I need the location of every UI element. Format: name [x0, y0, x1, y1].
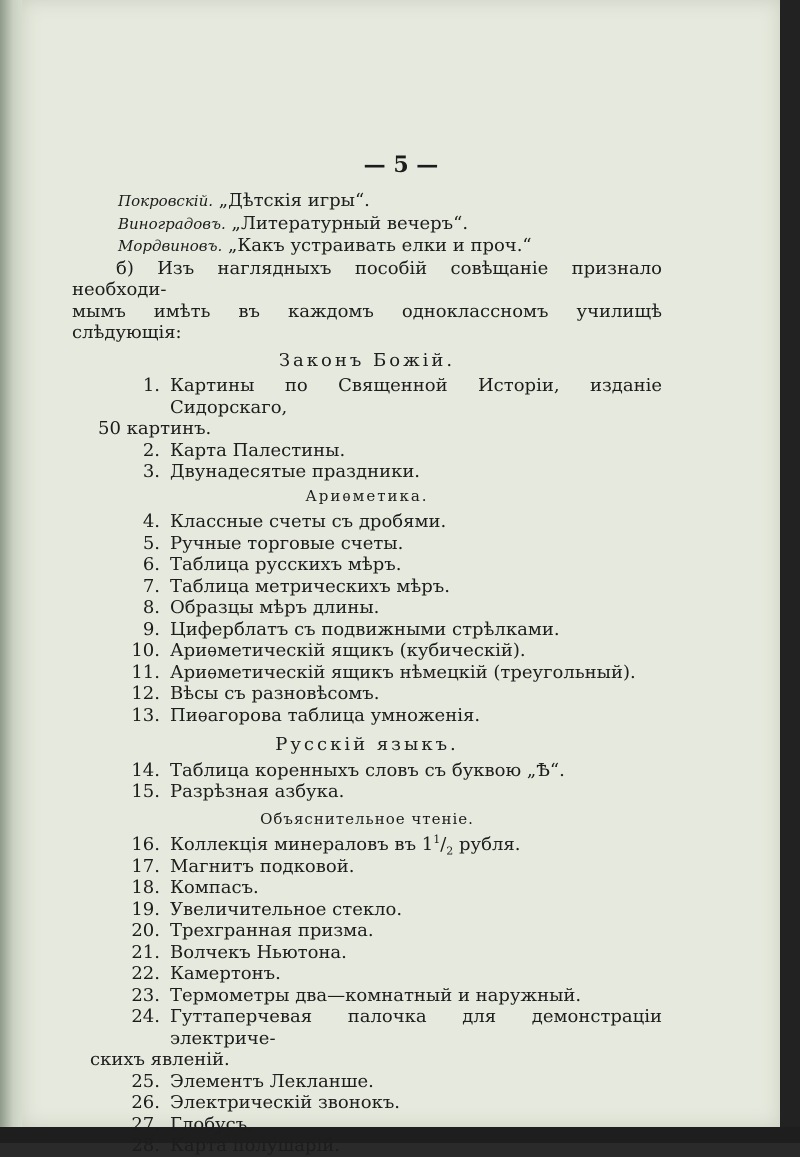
item-number: 6.: [142, 554, 160, 575]
item-text: Картины по Священной Исторіи, изданіе Сидорскаго,: [170, 375, 662, 418]
list-item: [72, 760, 662, 782]
item-number: 7.: [142, 575, 160, 597]
item-text: Классные счеты съ дробями.: [170, 511, 447, 532]
list-item: [72, 705, 662, 727]
list-item: [72, 511, 662, 533]
item-text: Элементъ Лекланше.: [170, 1070, 374, 1092]
list-item: [72, 597, 662, 619]
list-item: [72, 1135, 662, 1157]
item-text: Карта полушарій.: [170, 1135, 340, 1156]
reference-author: Покровскій.: [118, 192, 214, 210]
item-number: 13.: [131, 704, 160, 726]
item-number: 11.: [131, 661, 160, 683]
item-text: Увеличительное стекло.: [170, 898, 403, 920]
item-number: 3.: [142, 461, 160, 482]
item-number: 20.: [131, 920, 160, 941]
item-text: Волчекъ Ньютона.: [170, 941, 347, 963]
item-number: 4.: [142, 511, 160, 532]
item-text: Гуттаперчевая палочка для демонстраціи электриче-: [170, 1006, 662, 1049]
reference-line: [72, 235, 662, 258]
list-item: [72, 375, 662, 418]
item-text: Ариѳметическій ящикъ (кубическій).: [170, 640, 526, 661]
fraction-denominator: 2: [446, 844, 454, 858]
list-item: [72, 461, 662, 483]
scan-left-edge: [0, 0, 22, 1143]
item-number: 8.: [142, 597, 160, 618]
list-item: [72, 899, 662, 921]
reference-line: [72, 190, 662, 213]
item-text: Электрическій звонокъ.: [170, 1092, 400, 1113]
reference-title: „Дѣтскія игры“.: [218, 190, 370, 211]
item-number: 25.: [131, 1070, 160, 1092]
item-text: Компасъ.: [170, 877, 259, 898]
item-text: Магнитъ подковой.: [170, 855, 355, 877]
list-item: [72, 619, 662, 641]
item-text: Образцы мѣръ длины.: [170, 597, 380, 618]
item-text: Камертонъ.: [170, 963, 281, 984]
item-text: Карта Палестины.: [170, 439, 346, 461]
scan-right-edge: [780, 0, 800, 1143]
list-item: [72, 554, 662, 576]
list-item: [72, 662, 662, 684]
item-text: Ариѳметическій ящикъ нѣмецкій (треугольный).: [170, 661, 636, 683]
list-item: [72, 1071, 662, 1093]
reference-title: „Какъ устраивать елки и проч.“: [228, 235, 532, 256]
list-item: [72, 640, 662, 662]
item-text: Таблица коренныхъ словъ съ буквою „Ѣ“.: [170, 759, 565, 781]
item-number: 14.: [131, 759, 160, 781]
section-heading: Объяснительное чтеніе.: [260, 809, 474, 828]
item-number: 5.: [142, 532, 160, 554]
list-item: [72, 683, 662, 705]
reference-author: Мордвиновъ.: [118, 237, 223, 255]
item-text: Циферблатъ съ подвижными стрѣлками.: [170, 618, 560, 640]
list-item: [72, 1114, 662, 1136]
item-text: Пиѳагорова таблица умноженія.: [170, 704, 481, 726]
page-text: [72, 190, 662, 1157]
item-number: 23.: [131, 984, 160, 1006]
item-number: 24.: [131, 1006, 160, 1027]
item-continuation: 50 картинъ.: [98, 418, 212, 439]
item-text: Трехгранная призма.: [170, 920, 374, 941]
list-item: [72, 781, 662, 803]
item-text: Двунадесятые праздники.: [170, 461, 421, 482]
intro-paragraph-line: мымъ имѣть въ каждомъ одноклассномъ училищѣ слѣдующія:: [72, 300, 662, 343]
item-number: 18.: [131, 877, 160, 898]
item-text: Коллекція минераловъ въ $1^1/_2$ рубля.: [170, 833, 521, 858]
item-text: Таблица метрическихъ мѣръ.: [170, 575, 450, 597]
section-heading: Законъ Божій.: [278, 349, 456, 371]
list-item: [72, 440, 662, 462]
intro-paragraph-line: б) Изъ наглядныхъ пособій совѣщаніе признало необходи-: [72, 257, 662, 300]
item-number: 2.: [142, 439, 160, 461]
item-number: 28.: [131, 1135, 160, 1156]
item-number: 21.: [131, 941, 160, 963]
list-item: [72, 985, 662, 1007]
item-number: 15.: [131, 781, 160, 802]
item-number: 9.: [142, 618, 160, 640]
item-number: 27.: [131, 1113, 160, 1135]
item-text: Термометры два—комнатный и наружный.: [170, 984, 582, 1006]
item-number: 12.: [131, 683, 160, 704]
section-heading: Ариѳметика.: [305, 486, 429, 505]
item-number: 19.: [131, 898, 160, 920]
item-number: 16.: [131, 834, 160, 855]
item-text: Разрѣзная азбука.: [170, 781, 345, 802]
section-heading: Русскій языкъ.: [275, 734, 459, 755]
item-text: Глобусъ.: [170, 1113, 253, 1135]
item-number: 22.: [131, 963, 160, 984]
list-item: [72, 963, 662, 985]
list-item: [72, 1006, 662, 1049]
list-item: [72, 920, 662, 942]
reference-line: [72, 213, 662, 236]
item-number: 10.: [131, 640, 160, 661]
fraction-numerator: 1: [433, 833, 441, 846]
item-number: 17.: [131, 855, 160, 877]
item-text: Таблица русскихъ мѣръ.: [170, 554, 402, 575]
list-item: [72, 856, 662, 878]
list-item: [72, 942, 662, 964]
item-text-part: Коллекція минераловъ въ 1: [170, 834, 434, 855]
item-text: Вѣсы съ разновѣсомъ.: [170, 683, 380, 704]
item-text-part: рубля.: [453, 834, 521, 855]
list-item: [72, 533, 662, 555]
list-item: [72, 834, 662, 856]
list-item: [72, 877, 662, 899]
item-continuation: скихъ явленій.: [90, 1049, 230, 1070]
list-item: [72, 1092, 662, 1114]
page-number: — 5 —: [363, 152, 439, 178]
item-number: 1.: [142, 375, 160, 396]
item-text: Ручные торговые счеты.: [170, 532, 404, 554]
list-item: [72, 576, 662, 598]
reference-title: „Литературный вечеръ“.: [231, 212, 469, 234]
reference-author: Виноградовъ.: [118, 214, 226, 233]
item-number: 26.: [131, 1092, 160, 1113]
